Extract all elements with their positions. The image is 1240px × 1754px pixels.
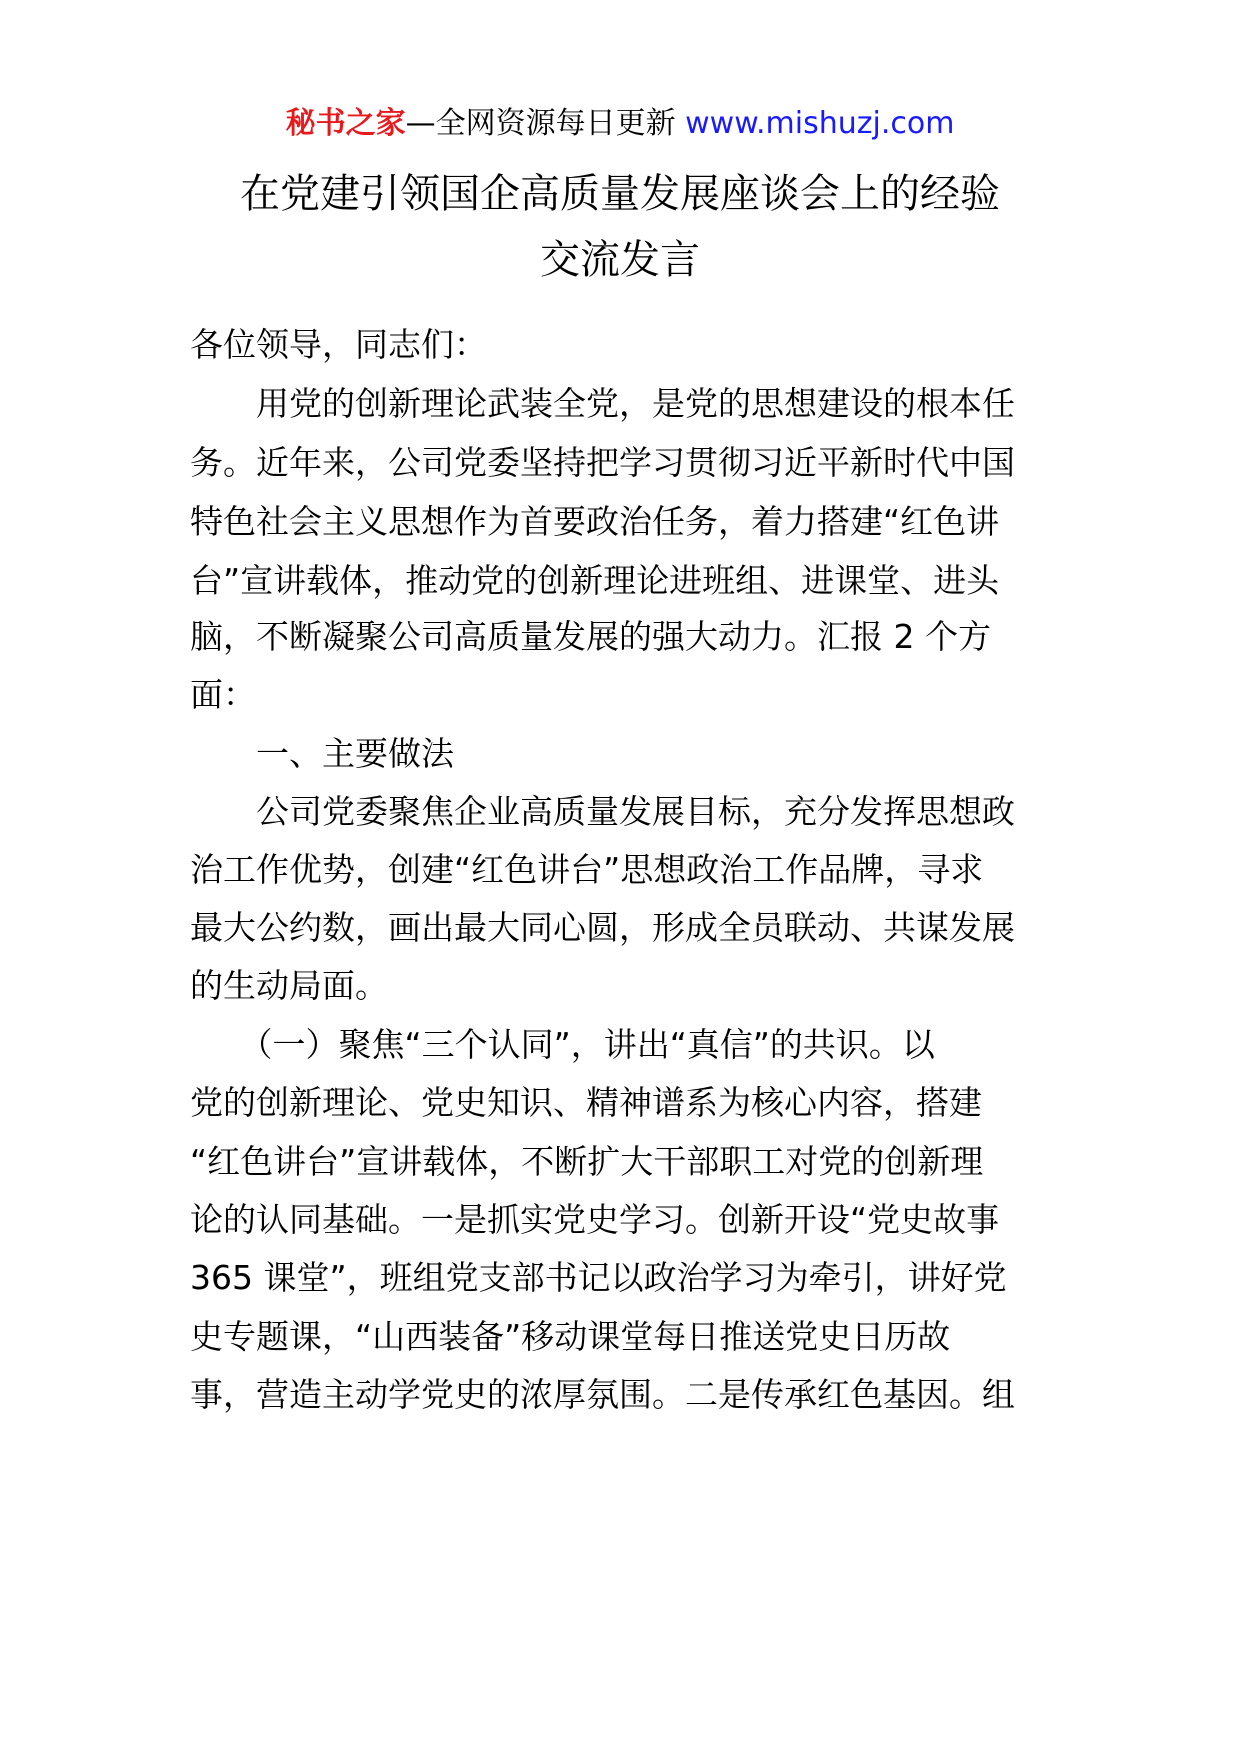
document-title-line-1: 在党建引领国企高质量发展座谈会上的经验	[240, 171, 1000, 217]
body-line: 最大公约数，画出最大同心圆，形成全员联动、共谋发展	[190, 908, 1015, 947]
body-line: 的生动局面。	[190, 966, 388, 1005]
body-line: 事，营造主动学党史的浓厚氛围。二是传承红色基因。组	[190, 1375, 1015, 1414]
site-url-link[interactable]: www.mishuzj.com	[685, 106, 955, 141]
body-line: 治工作优势，创建“红色讲台”思想政治工作品牌，寻求	[190, 850, 984, 889]
brand-name: 秘书之家	[285, 106, 406, 141]
document-title-line-2: 交流发言	[540, 237, 700, 283]
body-line: 365 课堂”，班组党支部书记以政治学习为牵引，讲好党	[190, 1258, 1007, 1297]
body-line: 务。近年来，公司党委坚持把学习贯彻习近平新时代中国	[190, 443, 1015, 482]
body-line: 脑，不断凝聚公司高质量发展的强大动力。汇报 2 个方	[190, 617, 991, 656]
body-line: 公司党委聚焦企业高质量发展目标，充分发挥思想政	[190, 792, 1015, 831]
banner-tagline: —全网资源每日更新	[405, 106, 686, 141]
body-line: “红色讲台”宣讲载体，不断扩大干部职工对党的创新理	[190, 1142, 984, 1181]
body-line: 特色社会主义思想作为首要政治任务，着力搭建“红色讲	[190, 502, 1000, 541]
salutation: 各位领导，同志们：	[190, 325, 487, 364]
subsection-heading: （一）聚焦“三个认同”，讲出“真信”的共识。以	[190, 1025, 935, 1064]
body-line: 台”宣讲载体，推动党的创新理论进班组、进课堂、进头	[190, 561, 1000, 600]
body-line: 论的认同基础。一是抓实党史学习。创新开设“党史故事	[190, 1200, 1000, 1239]
body-line: 用党的创新理论武装全党，是党的思想建设的根本任	[190, 384, 1015, 423]
body-line: 史专题课，“山西装备”移动课堂每日推送党史日历故	[190, 1317, 951, 1356]
body-line: 面：	[190, 675, 256, 714]
body-line: 党的创新理论、党史知识、精神谱系为核心内容，搭建	[190, 1083, 982, 1122]
header-banner	[0, 100, 1240, 148]
section-heading: 一、主要做法	[190, 734, 454, 773]
